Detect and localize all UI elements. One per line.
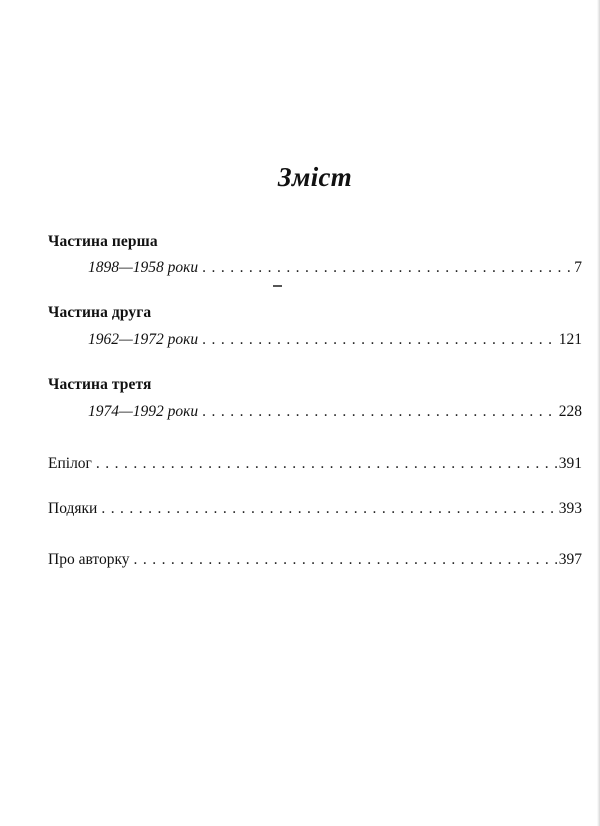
toc-row-label: 1974—1992 роки — [88, 403, 199, 420]
dot-leader — [96, 455, 557, 473]
part-heading-1: Частина перша — [48, 233, 158, 250]
page-number: 397 — [558, 551, 582, 568]
page-number: 228 — [558, 403, 582, 420]
page-title: Зміст — [277, 162, 353, 192]
page-number: 393 — [558, 500, 582, 517]
page-number: 121 — [558, 331, 582, 348]
toc-row-epilogue — [48, 455, 582, 473]
page-number: 391 — [558, 455, 582, 472]
part-heading-2: Частина друга — [48, 304, 152, 321]
toc-row-label: Подяки — [48, 500, 98, 517]
print-mark — [273, 285, 282, 287]
toc-row-label: Епілог — [48, 455, 92, 472]
toc-row-acknowledgements — [48, 500, 582, 518]
page-number: 7 — [574, 259, 582, 276]
toc-row-part-3 — [88, 403, 582, 421]
dot-leader — [202, 259, 572, 277]
toc-row-part-1 — [88, 259, 582, 277]
toc-row-label: Про авторку — [48, 551, 130, 568]
toc-row-about-author — [48, 551, 582, 569]
dot-leader — [134, 551, 557, 569]
toc-row-part-2 — [88, 331, 582, 349]
part-heading-3: Частина третя — [48, 376, 152, 393]
toc-row-label: 1962—1972 роки — [88, 331, 199, 348]
dot-leader — [101, 500, 556, 518]
dot-leader — [202, 331, 557, 349]
dot-leader — [202, 403, 557, 421]
toc-row-label: 1898—1958 роки — [88, 259, 199, 276]
